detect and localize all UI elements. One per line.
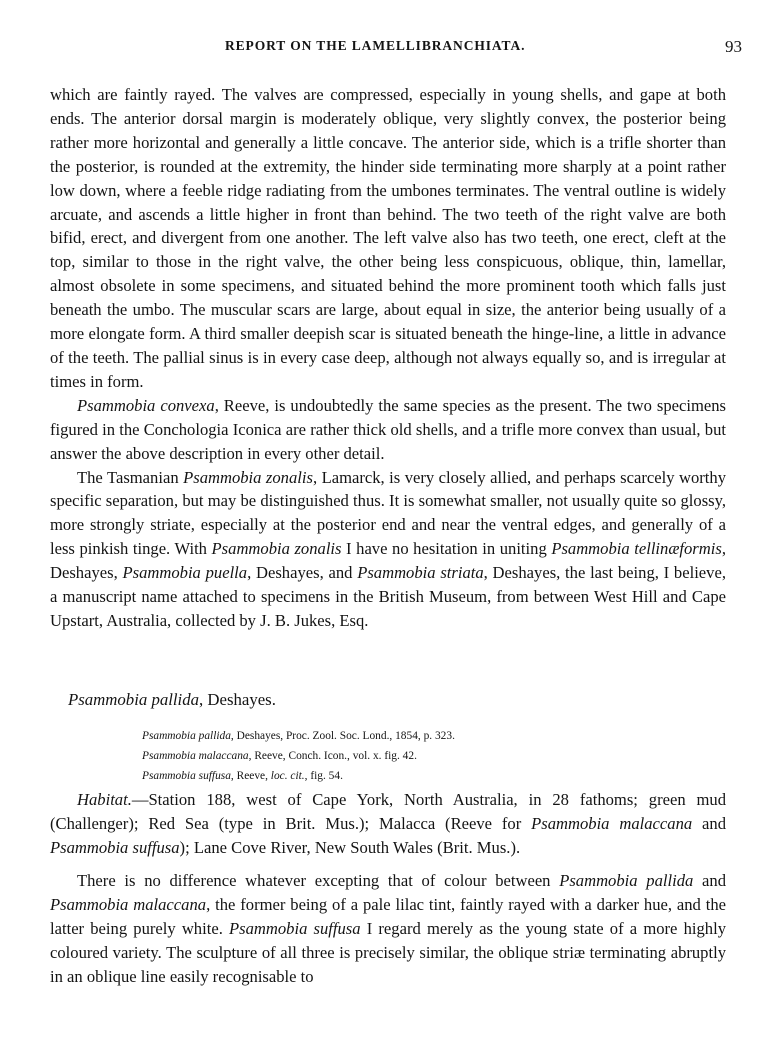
species-heading bbox=[68, 690, 276, 710]
taxon-name: Psammobia zonalis bbox=[211, 539, 342, 559]
taxon-name: Psammobia convexa bbox=[77, 395, 215, 415]
synonymy-list bbox=[142, 726, 702, 786]
page-header bbox=[0, 38, 776, 62]
paragraph-discussion: There is no difference whatever excepting that of colour between Psammobia pallida and Psammobia malaccana, the former being of a pale lilac tint, faintly rayed with a darker hue, and the latter being purely white. Psammobia suffusa I regard merely as the young state of a more highly coloured variety. The sculpture of all three is precisely similar, the oblique striæ terminating abruptly in an oblique line easily recognisable to bbox=[50, 871, 726, 986]
synonym-entry: Psammobia suffusa, Reeve, loc. cit., fig. 54. bbox=[142, 770, 343, 782]
species-author: , Deshayes. bbox=[199, 690, 276, 709]
taxon-name: Psammobia zonalis bbox=[183, 467, 313, 487]
taxon-name: Psammobia suffusa bbox=[229, 918, 361, 938]
discussion-section bbox=[50, 869, 726, 989]
taxon-name: Psammobia malaccana bbox=[531, 813, 693, 833]
running-head: REPORT ON THE LAMELLIBRANCHIATA. bbox=[225, 38, 526, 53]
synonym-entry: Psammobia pallida, Deshayes, Proc. Zool. Soc. Lond., 1854, p. 323. bbox=[142, 730, 455, 742]
taxon-name: Psammobia striata bbox=[357, 563, 484, 583]
species-name: Psammobia pallida bbox=[68, 690, 199, 709]
taxon-name: Psammobia suffusa bbox=[50, 837, 180, 857]
page-number: 93 bbox=[725, 37, 742, 56]
taxon-name: Psammobia puella bbox=[122, 563, 248, 583]
taxon-name: Psammobia pallida bbox=[559, 871, 694, 890]
habitat-paragraph: Habitat.—Station 188, west of Cape York, North Australia, in 28 fathoms; green mud (Challenger); Red Sea (type in Brit. Mus.); Malacca (Reeve for Psammobia malaccana and Psammobia suffusa); Lane Cove River, New South Wales (Brit. Mus.). bbox=[50, 790, 726, 857]
habitat-label: Habitat. bbox=[77, 790, 132, 809]
synonym-entry: Psammobia malaccana, Reeve, Conch. Icon., vol. x. fig. 42. bbox=[142, 750, 417, 762]
paragraph-description: which are faintly rayed. The valves are compressed, especially in young shells, and gape at both ends. The anterior dorsal margin is moderately oblique, very slightly convex, the posterior being rather more horizontal and generally a little concave. The anterior side, which is a trifle shorter than the posterior, is rounded at the extremity, the hinder side terminating more sharply at a point rather low down, where a feeble ridge radiating from the umbones terminates. The ventral outline is widely arcuate, and ascends a little higher in front than behind. The two teeth of the right valve are both bifid, erect, and divergent from one another. The left valve also has two teeth, one erect, cleft at the top, similar to those in the right valve, the other being less conspicuous, oblique, thin, lamellar, almost obsolete in some specimens, and situated behind the more prominent tooth which falls just beneath the umbo. The muscular scars are large, about equal in size, the anterior being usually of a more elongate form. A third smaller deepish scar is situated beneath the hinge-line, a little in advance of the teeth. The pallial sinus is in every case deep, although not always equally so, and is irregular at times in form. bbox=[50, 85, 726, 391]
taxon-name: Psammobia tellinæformis bbox=[551, 539, 722, 559]
main-text bbox=[50, 83, 726, 633]
paragraph-zonalis: The Tasmanian Psammobia zonalis, Lamarck, is very closely allied, and perhaps scarcely worthy specific separation, but may be distinguished thus. It is somewhat smaller, not usually quite so glossy, more strongly striate, especially at the posterior end and near the ventral edges, and generally of a less pinkish tinge. With Psammobia zonalis I have no hesitation in uniting Psammobia tellinæformis, Deshayes, Psammobia puella, Deshayes, and Psammobia striata, Deshayes, the last being, I believe, a manuscript name attached to specimens in the British Museum, from between West Hill and Cape Upstart, Australia, collected by J. B. Jukes, Esq. bbox=[50, 467, 726, 630]
paragraph-convexa: Psammobia convexa, Reeve, is undoubtedly the same species as the present. The two specimens figured in the Conchologia Iconica are rather thick old shells, and a trifle more convex than usual, but answer the above description in every other detail. bbox=[50, 395, 727, 463]
habitat-section bbox=[50, 788, 726, 860]
taxon-name: Psammobia malaccana bbox=[50, 894, 207, 914]
